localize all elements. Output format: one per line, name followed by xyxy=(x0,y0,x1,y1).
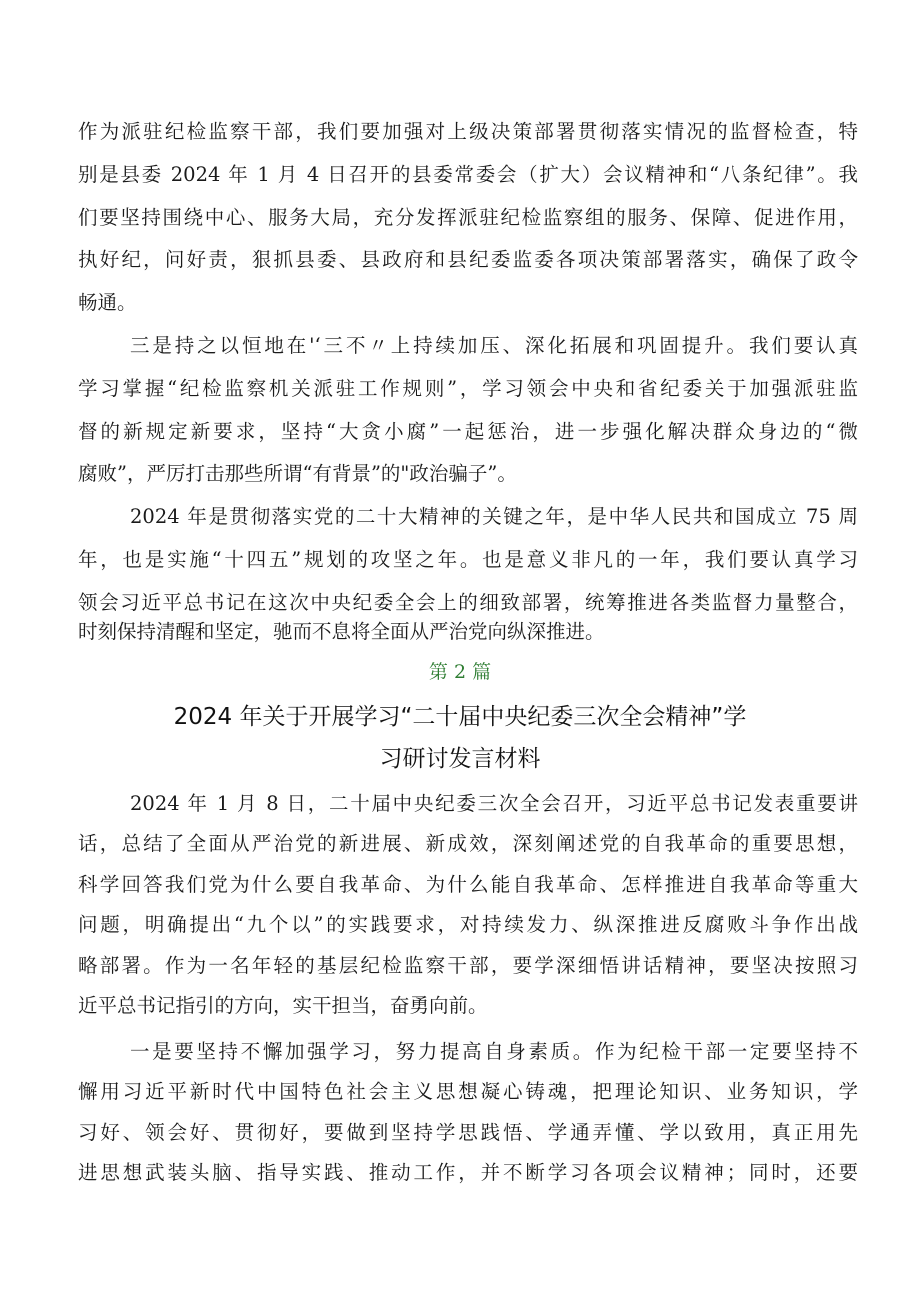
document-title-line-1: 2024 年关于开展学习“二十届中央纪委三次全会精神”学 xyxy=(173,704,747,730)
document-title-line-2: 习研讨发言材料 xyxy=(379,746,541,772)
paragraph-line: 时刻保持清醒和坚定，驰而不息将全面从严治党向纵深推进。 xyxy=(78,620,605,643)
paragraph-line: 一是要坚持不懈加强学习，努力提高自身素质。作为纪检干部一定要坚持不 xyxy=(130,1040,858,1063)
paragraph-line: 问题，明确提出“九个以”的实践要求，对持续发力、纵深推进反腐败斗争作出战 xyxy=(78,913,858,936)
paragraph-line: 年，也是实施“十四五”规划的攻坚之年。也是意义非凡的一年，我们要认真学习 xyxy=(78,548,858,571)
paragraph-line: 执好纪，问好责，狠抓县委、县政府和县纪委监委各项决策部署落实，确保了政令 xyxy=(78,248,858,271)
paragraph-line: 懈用习近平新时代中国特色社会主义思想凝心铸魂，把理论知识、业务知识，学 xyxy=(78,1080,858,1103)
paragraph-line: 2024 年 1 月 8 日，二十届中央纪委三次全会召开，习近平总书记发表重要讲 xyxy=(130,792,858,815)
paragraph-line: 进思想武装头脑、指导实践、推动工作，并不断学习各项会议精神；同时，还要 xyxy=(78,1161,858,1184)
paragraph-line: 习好、领会好、贯彻好，要做到坚持学思践悟、学通弄懂、学以致用，真正用先 xyxy=(78,1121,858,1144)
paragraph-line: 科学回答我们党为什么要自我革命、为什么能自我革命、怎样推进自我革命等重大 xyxy=(78,873,858,896)
paragraph-line: 学习掌握“纪检监察机关派驻工作规则”，学习领会中央和省纪委关于加强派驻监 xyxy=(78,377,858,400)
paragraph-line: 三是持之以恒地在'‘三不〃上持续加压、深化拓展和巩固提升。我们要认真 xyxy=(130,334,858,357)
paragraph-line: 畅通。 xyxy=(78,291,137,314)
section-label: 第 2 篇 xyxy=(428,661,492,683)
paragraph-line: 作为派驻纪检监察干部，我们要加强对上级决策部署贯彻落实情况的监督检查，特 xyxy=(78,120,858,143)
paragraph-line: 2024 年是贯彻落实党的二十大精神的关键之年，是中华人民共和国成立 75 周 xyxy=(130,505,858,528)
paragraph-line: 话，总结了全面从严治党的新进展、新成效，深刻阐述党的自我革命的重要思想， xyxy=(78,832,858,855)
paragraph-line: 近平总书记指引的方向，实干担当，奋勇向前。 xyxy=(78,994,488,1017)
paragraph-line: 别是县委 2024 年 1 月 4 日召开的县委常委会（扩大）会议精神和“八条纪律”。我 xyxy=(78,163,858,186)
paragraph-line: 略部署。作为一名年轻的基层纪检监察干部，要学深细悟讲话精神，要坚决按照习 xyxy=(78,954,858,977)
paragraph-line: 领会习近平总书记在这次中央纪委全会上的细致部署，统筹推进各类监督力量整合， xyxy=(78,591,858,614)
paragraph-line: 督的新规定新要求，坚持“大贪小腐”一起惩治，进一步强化解决群众身边的“微 xyxy=(78,420,858,443)
paragraph-line: 们要坚持围绕中心、服务大局，充分发挥派驻纪检监察组的服务、保障、促进作用， xyxy=(78,206,858,229)
paragraph-line: 腐败”，严厉打击那些所谓“有背景”的"政治骗子”。 xyxy=(78,462,517,485)
